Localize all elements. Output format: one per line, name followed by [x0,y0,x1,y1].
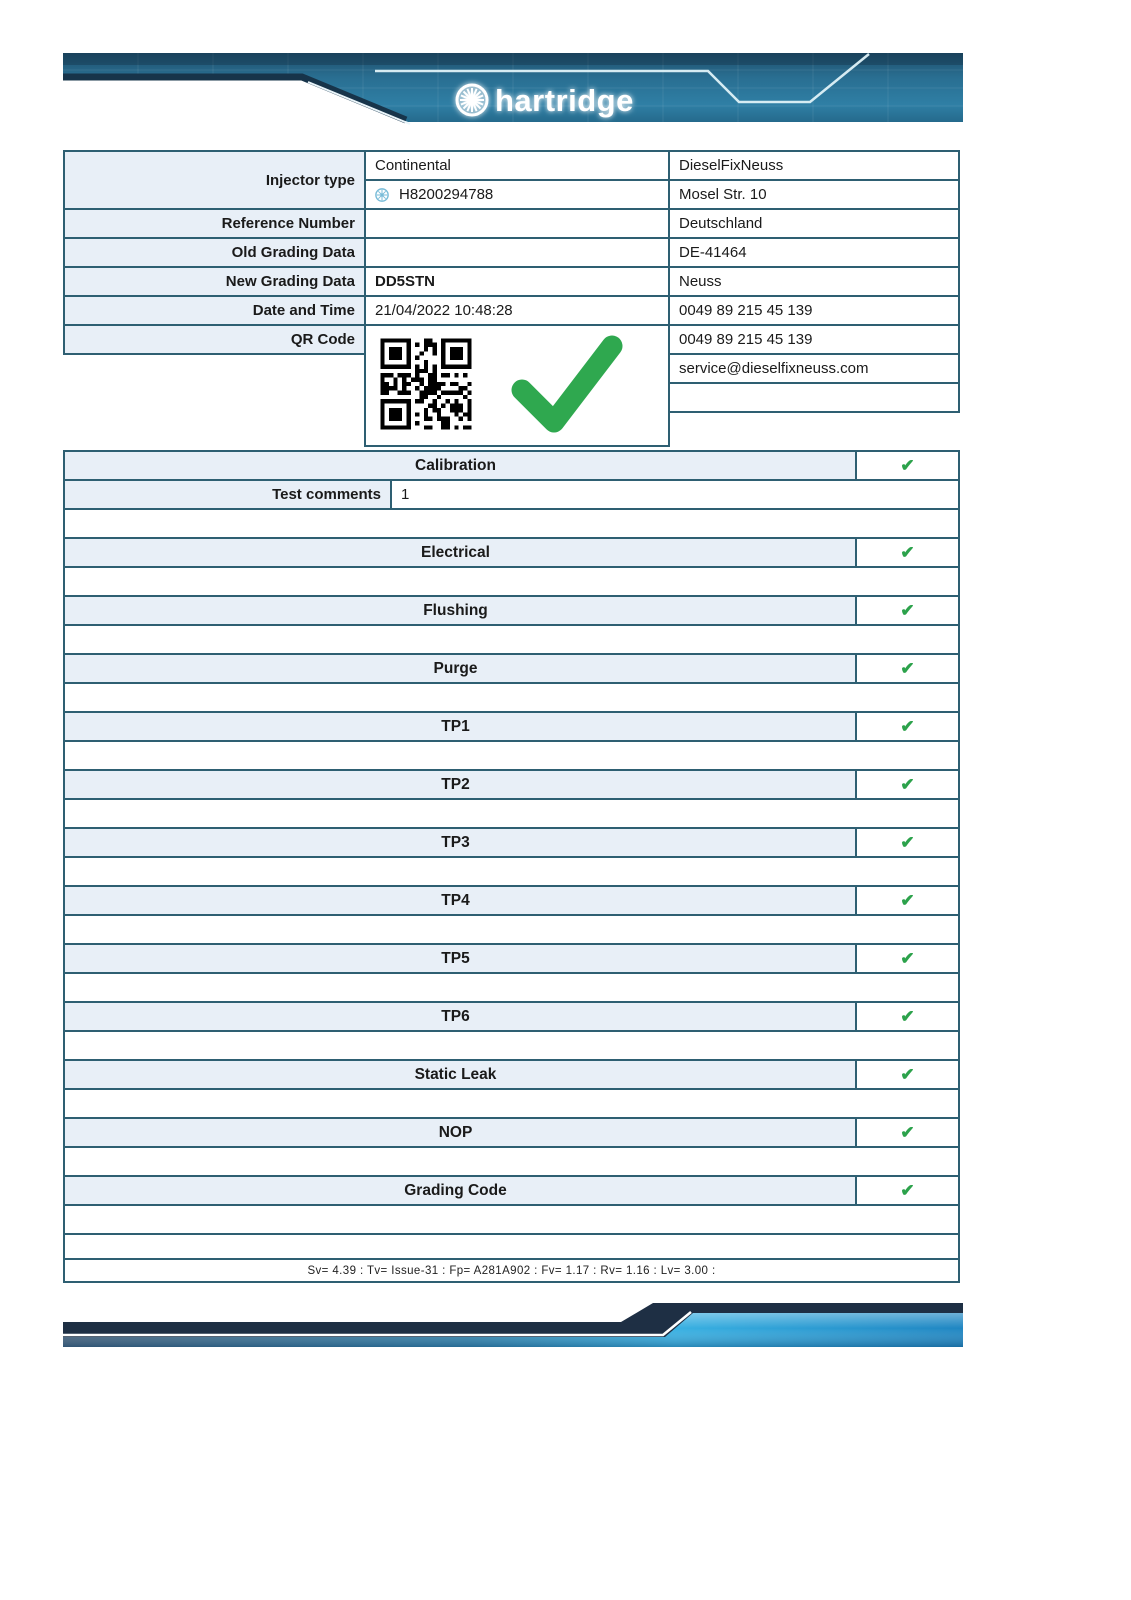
section-row-label: Static Leak [63,1059,857,1090]
section-row-label: TP4 [63,885,857,916]
section-pass-check [855,943,960,974]
results-trailing-row [63,1233,960,1260]
section-pass-check [855,1001,960,1032]
check-icon: ✔ [900,1007,915,1026]
section-row-label: Calibration [63,450,857,481]
new-grading-label: New Grading Data [63,266,366,297]
check-icon: ✔ [900,1181,915,1200]
workshop-city: Neuss [668,266,960,297]
old-grading-label: Old Grading Data [63,237,366,268]
injector-type-label: Injector type [63,150,366,210]
section-pass-check [855,653,960,684]
logo-text: hartridge [495,83,634,118]
workshop-phone-1: 0049 89 215 45 139 [668,295,960,326]
spacer-row [63,566,960,597]
section-row-label: TP6 [63,1001,857,1032]
spacer-row [63,914,960,945]
date-time-label: Date and Time [63,295,366,326]
spacer-row [63,1088,960,1119]
spacer-row [63,1030,960,1061]
check-icon: ✔ [900,543,915,562]
section-row-label: TP2 [63,769,857,800]
injector-make-value: Continental [364,150,670,181]
section-row-label: TP3 [63,827,857,858]
section-row-label: TP5 [63,943,857,974]
spacer-row [63,624,960,655]
check-icon: ✔ [900,1123,915,1142]
section-row-label: NOP [63,1117,857,1148]
section-pass-check [855,827,960,858]
test-comments-value: 1 [390,479,960,510]
workshop-email: service@dieselfixneuss.com [668,353,960,384]
section-pass-check [855,537,960,568]
workshop-postcode: DE-41464 [668,237,960,268]
reference-number-label: Reference Number [63,208,366,239]
check-icon: ✔ [900,949,915,968]
check-icon: ✔ [900,775,915,794]
injector-part-number-cell [364,179,670,210]
section-pass-check [855,1059,960,1090]
section-pass-check [855,1175,960,1206]
spacer-row [63,740,960,771]
section-row-label: Flushing [63,595,857,626]
date-time-value: 21/04/2022 10:48:28 [364,295,670,326]
check-icon: ✔ [900,601,915,620]
section-row-label: Electrical [63,537,857,568]
wheel-icon [375,188,389,202]
qr-code [376,334,476,434]
spacer-row [63,856,960,887]
section-row-label: Purge [63,653,857,684]
results-trailing-row [63,1204,960,1235]
section-pass-check [855,711,960,742]
check-icon: ✔ [900,456,915,475]
spacer-row [63,972,960,1003]
qr-code-cell [364,324,670,447]
workshop-street: Mosel Str. 10 [668,179,960,210]
check-icon: ✔ [900,717,915,736]
spacer-row [63,798,960,829]
check-icon: ✔ [900,891,915,910]
section-row-label: Grading Code [63,1175,857,1206]
reference-number-value [364,208,670,239]
footer-banner [63,1295,963,1355]
check-icon: ✔ [900,833,915,852]
workshop-phone-2: 0049 89 215 45 139 [668,324,960,355]
workshop-name: DieselFixNeuss [668,150,960,181]
section-pass-check [855,769,960,800]
workshop-country: Deutschland [668,208,960,239]
spacer-row [63,508,960,539]
injector-part-number: H8200294788 [399,186,494,203]
spacer-row [63,1146,960,1177]
spacer-row [63,682,960,713]
hartridge-wheel-icon [457,85,487,115]
new-grading-value: DD5STN [364,266,670,297]
old-grading-value [364,237,670,268]
section-pass-check [855,1117,960,1148]
qr-code-label: QR Code [63,324,366,355]
check-icon: ✔ [900,659,915,678]
test-comments-label: Test comments [63,479,392,510]
software-version-row: Sv= 4.39 : Tv= Issue-31 : Fp= A281A902 : Fv= 1.17 : Rv= 1.16 : Lv= 3.00 : [63,1258,960,1283]
check-icon: ✔ [900,1065,915,1084]
section-pass-check [855,595,960,626]
section-row-label: TP1 [63,711,857,742]
header-banner [63,50,963,128]
section-pass-check [855,885,960,916]
pass-check-big [506,332,628,438]
workshop-empty-row [668,382,960,413]
section-pass-check [855,450,960,481]
